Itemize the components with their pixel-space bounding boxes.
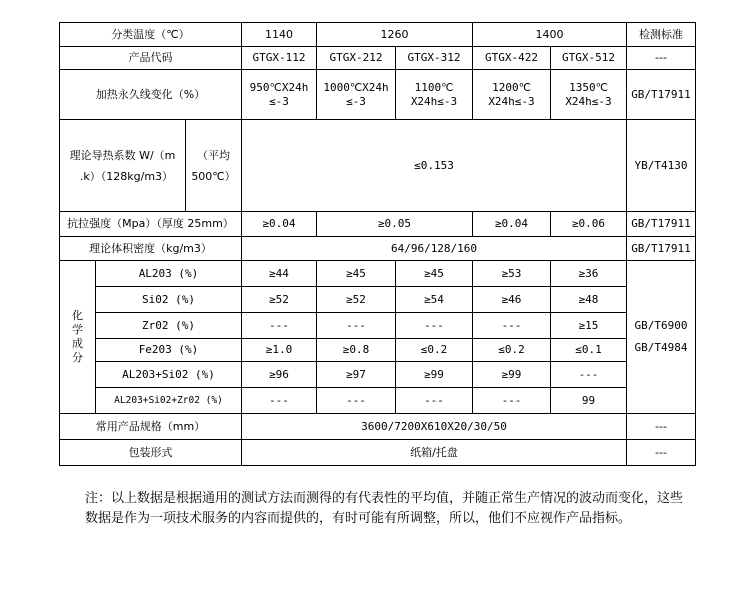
- chem-name: AL203 (%): [96, 261, 242, 287]
- chem-char-2: 学: [72, 323, 83, 336]
- linear-change-112-line2: ≤-3: [269, 94, 289, 108]
- tensile-label: 抗拉强度（Mpa）（厚度 25mm）: [60, 212, 242, 237]
- linear-change-312-line2: X24h≤-3: [410, 94, 458, 108]
- chem-value: ≤0.2: [396, 339, 473, 362]
- tensile-row: [60, 212, 696, 237]
- tensile-112: ≥0.04: [242, 212, 317, 237]
- thermal-label: [60, 120, 186, 212]
- chem-row-zro2: [60, 313, 696, 339]
- linear-change-212-line1: 1000℃X24h: [323, 80, 389, 94]
- tensile-std: GB/T17911: [627, 212, 696, 237]
- linear-change-112: [242, 70, 317, 120]
- density-row: [60, 237, 696, 261]
- chem-value: ≤0.2: [473, 339, 551, 362]
- density-label: 理论体积密度（kg/m3）: [60, 237, 242, 261]
- chem-value: ≥97: [317, 362, 396, 388]
- code-512: GTGX-512: [551, 47, 627, 70]
- chem-value: ≥1.0: [242, 339, 317, 362]
- packing-label: 包装形式: [60, 440, 242, 466]
- linear-change-512-line1: 1350℃: [569, 80, 608, 94]
- product-code-row: [60, 47, 696, 70]
- chem-value: ---: [396, 388, 473, 414]
- chem-name: Fe203 (%): [96, 339, 242, 362]
- chem-value: ≥96: [242, 362, 317, 388]
- chem-row-al-si: [60, 362, 696, 388]
- chem-value: ---: [317, 388, 396, 414]
- linear-change-212: [317, 70, 396, 120]
- spec-std: ---: [627, 414, 696, 440]
- chem-std-line2: GB/T4984: [634, 341, 688, 354]
- chem-name: Zr02 (%): [96, 313, 242, 339]
- thermal-avg-line1: （平均: [197, 148, 230, 162]
- chem-value: ---: [396, 313, 473, 339]
- chem-value: ---: [473, 313, 551, 339]
- chem-row-fe2o3: [60, 339, 696, 362]
- packing-value: 纸箱/托盘: [242, 440, 627, 466]
- spec-label: 常用产品规格（mm）: [60, 414, 242, 440]
- linear-change-std: GB/T17911: [627, 70, 696, 120]
- chem-value: ≥0.8: [317, 339, 396, 362]
- chem-std-line1: GB/T6900: [634, 319, 688, 332]
- linear-change-212-line2: ≤-3: [346, 94, 366, 108]
- chem-value: ---: [473, 388, 551, 414]
- linear-change-row: [60, 70, 696, 120]
- chem-value: ≥53: [473, 261, 551, 287]
- thermal-label-line1: 理论导热系数 W/（m: [69, 148, 176, 162]
- chem-value: ≥44: [242, 261, 317, 287]
- packing-row: [60, 440, 696, 466]
- chem-row-al2o3: [60, 261, 696, 287]
- chem-value: ≥45: [396, 261, 473, 287]
- code-112: GTGX-112: [242, 47, 317, 70]
- chem-value: ---: [242, 313, 317, 339]
- thermal-row: [60, 120, 696, 212]
- chem-char-3: 成: [72, 337, 83, 350]
- spec-table: [59, 22, 696, 466]
- density-std: GB/T17911: [627, 237, 696, 261]
- thermal-value: ≤0.153: [242, 120, 627, 212]
- linear-change-312-line1: 1100℃: [414, 80, 454, 94]
- tensile-422: ≥0.04: [473, 212, 551, 237]
- chem-value: ≥54: [396, 287, 473, 313]
- linear-change-label: 加热永久线变化（%）: [60, 70, 242, 120]
- header-standard: 检测标准: [627, 23, 696, 47]
- product-code-std: ---: [627, 47, 696, 70]
- thermal-std: YB/T4130: [627, 120, 696, 212]
- linear-change-312: [396, 70, 473, 120]
- chem-value: ≥99: [473, 362, 551, 388]
- thermal-avg-temp: [186, 120, 242, 212]
- tensile-212-312: ≥0.05: [317, 212, 473, 237]
- chem-value: ≥36: [551, 261, 627, 287]
- chem-value: ≤0.1: [551, 339, 627, 362]
- chem-std: [627, 261, 696, 414]
- chem-value: ≥48: [551, 287, 627, 313]
- chem-char-1: 化: [72, 309, 83, 322]
- chem-value: ≥52: [317, 287, 396, 313]
- linear-change-512: [551, 70, 627, 120]
- header-1400: 1400: [473, 23, 627, 47]
- packing-std: ---: [627, 440, 696, 466]
- chem-row-sio2: [60, 287, 696, 313]
- chem-name: Si02 (%): [96, 287, 242, 313]
- linear-change-422-line1: 1200℃: [492, 80, 531, 94]
- header-temp-label: 分类温度（℃）: [60, 23, 242, 47]
- footnote: 注：以上数据是根据通用的测试方法而测得的有代表性的平均值，并随正常生产情况的波动而变化，这些数据是作为一项技术服务的内容而提供的，有时可能有所调整，所以，他们不应视作产品指标。: [85, 491, 684, 526]
- header-1260: 1260: [317, 23, 473, 47]
- chem-value: ---: [242, 388, 317, 414]
- chem-value: ≥52: [242, 287, 317, 313]
- linear-change-422: [473, 70, 551, 120]
- chem-value: ≥46: [473, 287, 551, 313]
- tensile-512: ≥0.06: [551, 212, 627, 237]
- chem-value: ---: [317, 313, 396, 339]
- header-row: [60, 23, 696, 47]
- chem-value: 99: [551, 388, 627, 414]
- header-1140: 1140: [242, 23, 317, 47]
- code-312: GTGX-312: [396, 47, 473, 70]
- chem-value: ≥99: [396, 362, 473, 388]
- chem-name: AL203+Si02 (%): [96, 362, 242, 388]
- spec-value: 3600/7200X610X20/30/50: [242, 414, 627, 440]
- product-code-label: 产品代码: [60, 47, 242, 70]
- thermal-avg-line2: 500℃）: [191, 169, 236, 183]
- spec-row: [60, 414, 696, 440]
- code-212: GTGX-212: [317, 47, 396, 70]
- chem-value: ---: [551, 362, 627, 388]
- linear-change-422-line2: X24h≤-3: [488, 94, 535, 108]
- chem-name: AL203+Si02+Zr02 (%): [96, 388, 242, 414]
- linear-change-112-line1: 950℃X24h: [249, 80, 309, 94]
- chem-row-al-si-zr: [60, 388, 696, 414]
- chem-value: ≥45: [317, 261, 396, 287]
- chem-char-4: 分: [72, 351, 83, 364]
- thermal-label-line2: .k）（128kg/m3）: [79, 169, 174, 183]
- density-value: 64/96/128/160: [242, 237, 627, 261]
- chem-value: ≥15: [551, 313, 627, 339]
- linear-change-512-line2: X24h≤-3: [565, 94, 612, 108]
- code-422: GTGX-422: [473, 47, 551, 70]
- chem-group-label: [60, 261, 96, 414]
